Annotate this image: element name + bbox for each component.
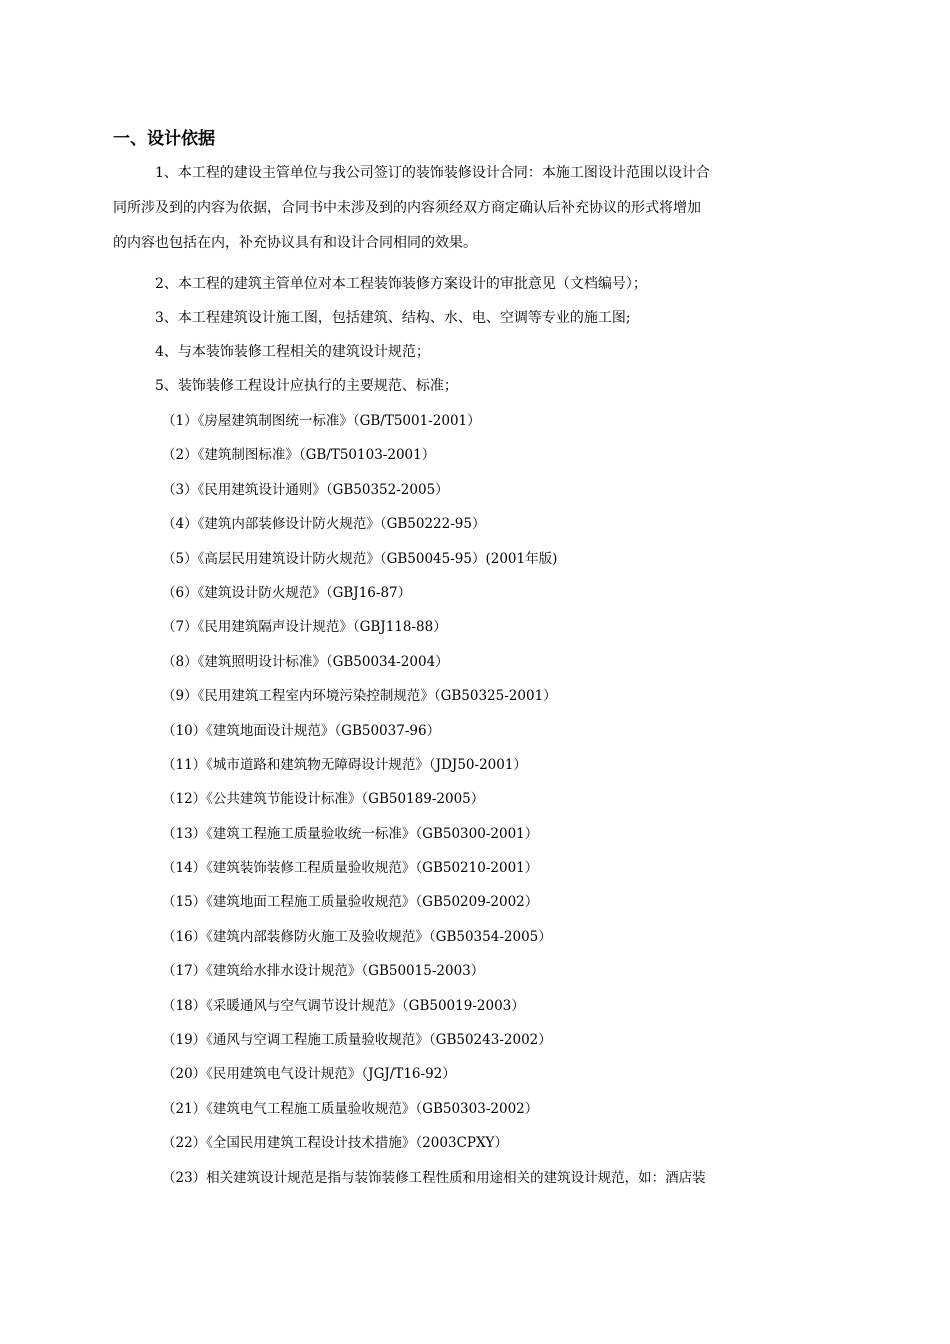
paragraph-design-contract (113, 156, 831, 261)
standard-item: （10）《建筑地面设计规范》（GB50037-96） (162, 722, 441, 739)
standard-item: （13）《建筑工程施工质量验收统一标准》（GB50300-2001） (162, 825, 539, 842)
standard-item: （14）《建筑装饰装修工程质量验收规范》（GB50210-2001） (162, 860, 539, 877)
standard-item: （18）《采暖通风与空气调节设计规范》（GB50019-2003） (162, 997, 525, 1014)
section-heading: 一、设计依据 (113, 129, 215, 149)
standard-item: （16）《建筑内部装修防火施工及验收规范》（GB50354-2005） (162, 928, 552, 945)
paragraph-line: 的内容也包括在内，补充协议具有和设计合同相同的效果。 (113, 235, 477, 251)
standard-item: （1）《房屋建筑制图统一标准》（GB/T5001-2001） (162, 413, 481, 429)
standard-item: （8）《建筑照明设计标准》（GB50034-2004） (162, 653, 449, 670)
standard-item: （11）《城市道路和建筑物无障碍设计规范》（JDJ50-2001） (162, 756, 527, 773)
paragraph-construction-drawings: 3、本工程建筑设计施工图，包括建筑、结构、水、电、空调等专业的施工图; (155, 310, 631, 326)
paragraph-related-codes: 4、与本装饰装修工程相关的建筑设计规范； (155, 344, 430, 360)
standard-item: （20）《民用建筑电气设计规范》（JGJ/T16-92） (162, 1066, 456, 1083)
standard-item: （2）《建筑制图标准》（GB/T50103-2001） (162, 447, 436, 464)
standard-item: （15）《建筑地面工程施工质量验收规范》（GB50209-2002） (162, 894, 539, 911)
standard-item: （19）《通风与空调工程施工质量验收规范》（GB50243-2002） (162, 1032, 552, 1049)
paragraph-line: 1、本工程的建设主管单位与我公司签订的装饰装修设计合同：本施工图设计范围以设计合 (155, 165, 710, 181)
standard-item: （7）《民用建筑隔声设计规范》（GBJ118-88） (162, 619, 447, 636)
standard-item: （12）《公共建筑节能设计标准》（GB50189-2005） (162, 791, 485, 808)
standard-item: （9）《民用建筑工程室内环境污染控制规范》（GB50325-2001） (162, 688, 557, 705)
paragraph-approval: 2、本工程的建筑主管单位对本工程装饰装修方案设计的审批意见（文档编号）； (155, 276, 647, 292)
standard-item: （3）《民用建筑设计通则》（GB50352-2005） (162, 481, 449, 498)
standard-item: （5）《高层民用建筑设计防火规范》（GB50045-95）(2001年版) (162, 550, 558, 567)
standard-item: （22）《全国民用建筑工程设计技术措施》（2003CPXY） (162, 1135, 508, 1152)
standards-list (162, 404, 706, 1195)
standard-item: （4）《建筑内部装修设计防火规范》（GB50222-95） (162, 516, 486, 533)
paragraph-line: 同所涉及到的内容为依据，合同书中未涉及到的内容须经双方商定确认后补充协议的形式将增加 (113, 200, 701, 216)
standard-item: （23）相关建筑设计规范是指与装饰装修工程性质和用途相关的建筑设计规范，如：酒店装 (162, 1169, 706, 1186)
paragraph-main-standards: 5、装饰装修工程设计应执行的主要规范、标准； (155, 378, 458, 394)
standard-item: （6）《建筑设计防火规范》（GBJ16-87） (162, 584, 412, 601)
standard-item: （21）《建筑电气工程施工质量验收规范》（GB50303-2002） (162, 1100, 539, 1117)
standard-item: （17）《建筑给水排水设计规范》（GB50015-2003） (162, 963, 485, 980)
